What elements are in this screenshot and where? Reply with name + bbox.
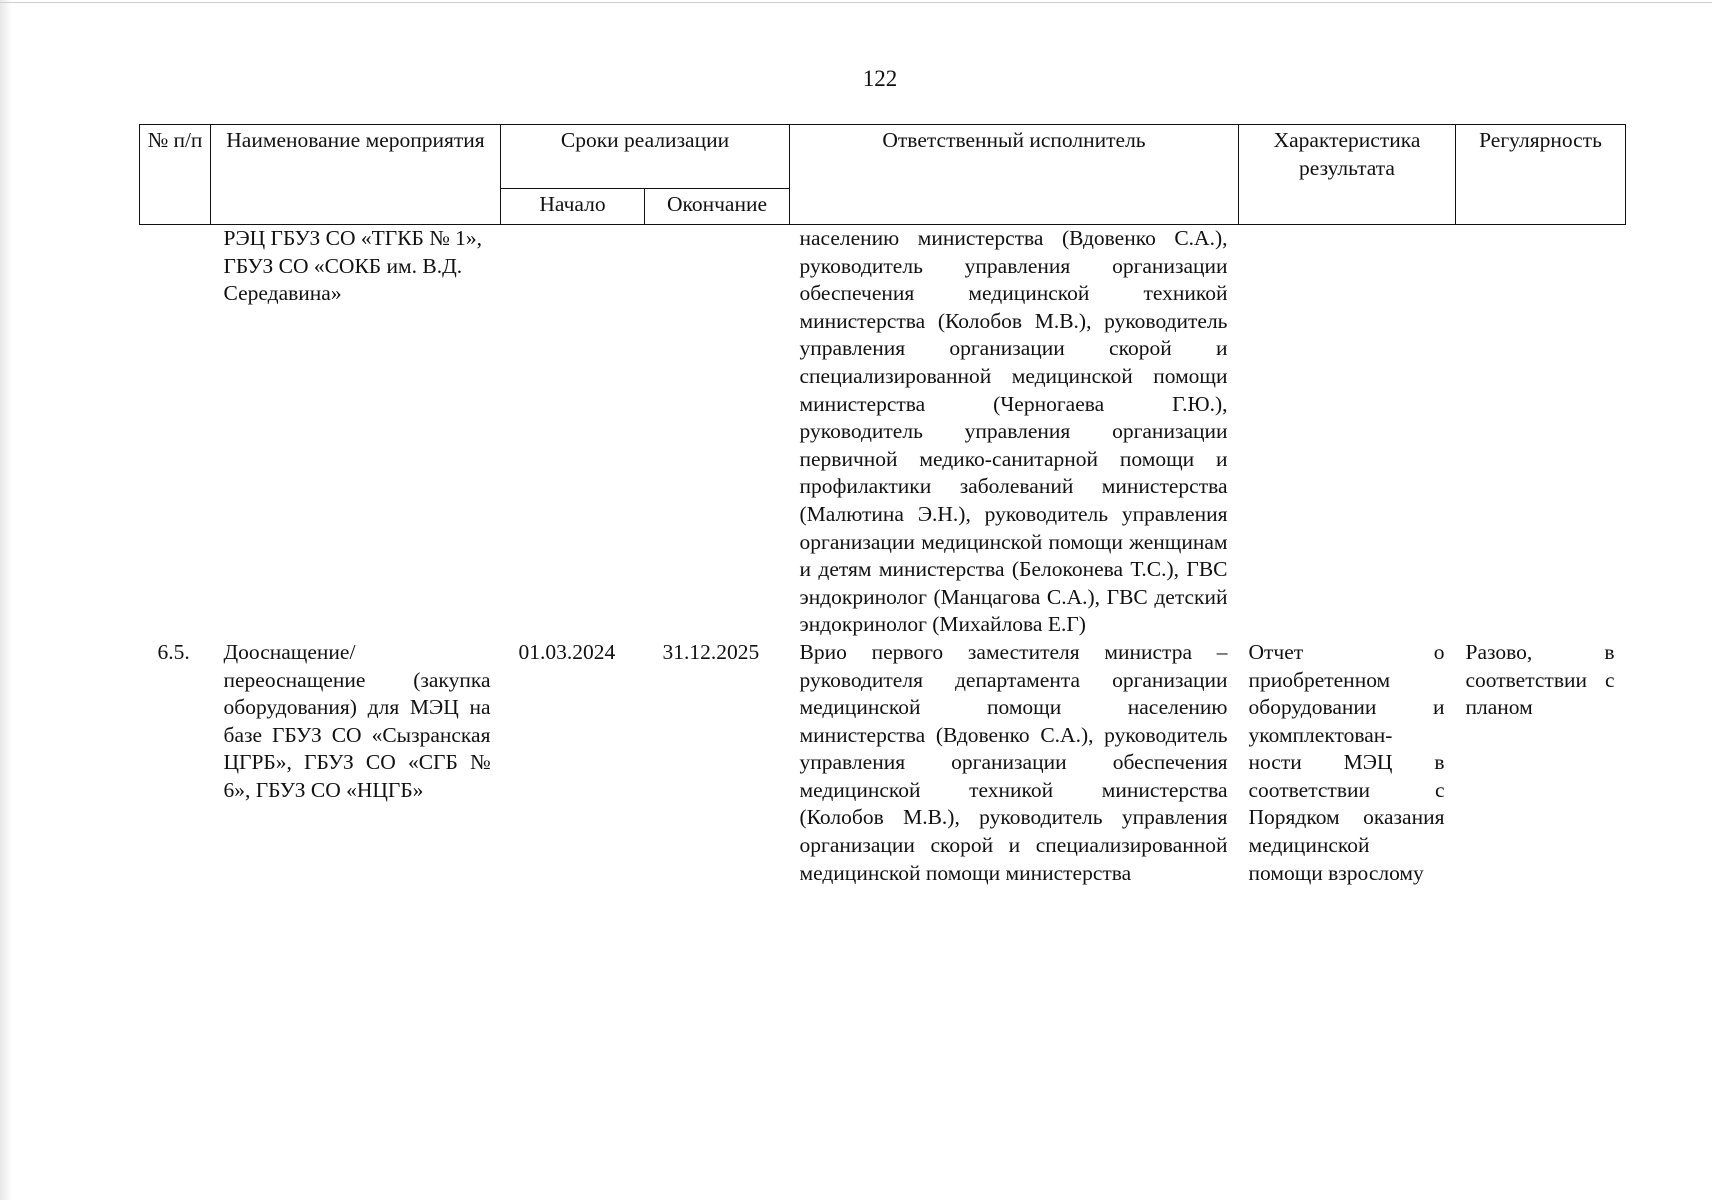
header-timing: Сроки реализации [501,125,790,189]
cell-start [501,225,645,639]
header-num: № п/п [140,125,211,225]
cell-characteristic: Отчет о приобретенном оборудовании и укомплектован-ности МЭЦ в соответствии с Порядком оказания медицинской помощи взрослому [1248,639,1445,885]
header-characteristic: Характеристика результата [1239,125,1456,225]
header-end: Окончание [645,189,790,225]
scan-edge-shadow [0,0,12,1200]
cell-start: 01.03.2024 [518,639,616,664]
header-regularity: Регулярность [1456,125,1626,225]
cell-characteristic [1239,225,1456,639]
cell-num: 6.5. [157,639,190,664]
table-row [140,225,1626,639]
header-start: Начало [501,189,645,225]
cell-regularity: Разово, в соответствии с планом [1465,639,1615,720]
cell-end: 31.12.2025 [662,639,760,664]
cell-num [140,225,211,639]
scan-top-rule [0,2,1712,3]
cell-responsible: Врио первого заместителя министра – руководителя департамента организации медицинской помощи населению министерства (Вдовенко С.А.), руководитель управления организации обеспечения медицинской техникой министерства (Колобов М.В.), руководитель управления организации скорой и специализированной медицинской помощи министерства [799,639,1228,885]
activities-table [139,124,1626,887]
table-header [140,125,1626,225]
cell-name: РЭЦ ГБУЗ СО «ТГКБ № 1», ГБУЗ СО «СОКБ им. В.Д. Середавина» [223,226,483,306]
page-number: 122 [862,66,898,91]
table-row [140,639,1626,887]
cell-name: Дооснащение/ переоснащение (закупка оборудования) для МЭЦ на базе ГБУЗ СО «Сызранская ЦГРБ», ГБУЗ СО «СГБ № 6», ГБУЗ СО «НЦГБ» [223,639,491,802]
cell-end [645,225,790,639]
cell-responsible: населению министерства (Вдовенко С.А.), руководитель управления организации обеспечения медицинской техникой министерства (Колобов М.В.), руководитель управления организации скорой и специализированной медицинской помощи министерства (Черногаева Г.Ю.), руководитель управления организации первичной медико-санитарной помощи и профилактики заболеваний министерства (Малютина Э.Н.), руководитель управления организации медицинской помощи женщинам и детям министерства (Белоконева Т.С.), ГВС эндокринолог (Манцагова С.А.), ГВС детский эндокринолог (Михайлова Е.Г) [799,226,1228,637]
header-name: Наименование мероприятия [211,125,501,225]
header-responsible: Ответственный исполнитель [790,125,1239,225]
cell-regularity [1456,225,1626,639]
